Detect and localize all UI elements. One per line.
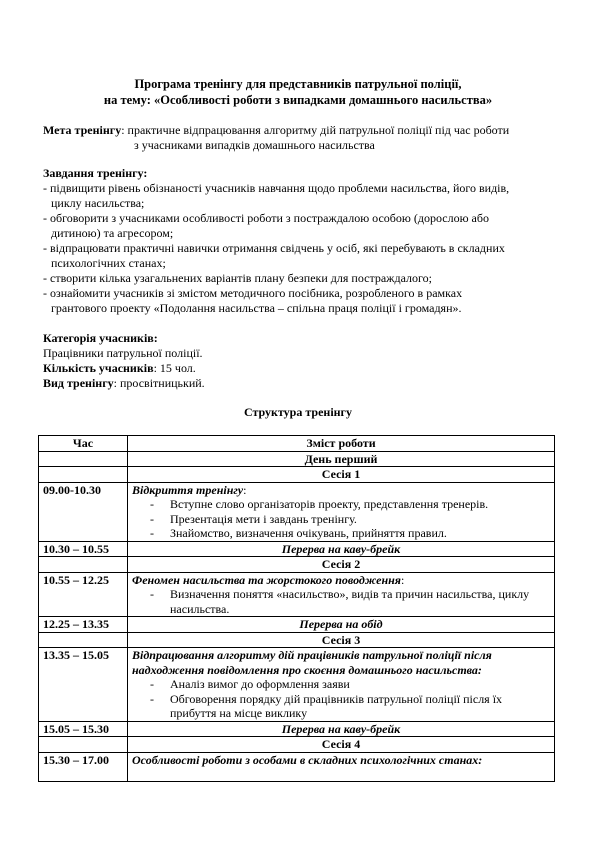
table-row: [39, 467, 555, 483]
goal-text-1: : практичне відпрацювання алгоритму дій патрульної поліції під час роботи: [121, 123, 510, 137]
document-title: [40, 76, 556, 108]
schedule-table: [38, 435, 555, 782]
content-cell: [128, 482, 555, 541]
table-row: [39, 737, 555, 753]
content-cell: [128, 648, 555, 722]
time-cell: 15.05 – 15.30: [39, 721, 128, 737]
activity-list: [132, 497, 550, 541]
activity-title: Відпрацювання алгоритму дій працівників патрульної поліції після надходження повідомлення про скоєння домашнього насильства:: [132, 648, 492, 677]
table-row: [39, 541, 555, 557]
table-row: [39, 617, 555, 633]
empty-cell: [39, 467, 128, 483]
break-label: Перерва на обід: [128, 617, 555, 633]
type-label: Вид тренінгу: [43, 376, 114, 390]
list-item: - Обговорення порядку дій працівників патрульної поліції після їх прибуття на місце виклику: [150, 692, 550, 721]
list-item: - Визначення поняття «насильство», видів та причин насильства, циклу насильства.: [150, 587, 550, 616]
time-cell: 10.55 – 12.25: [39, 572, 128, 617]
table-row: [39, 721, 555, 737]
empty-cell: [39, 451, 128, 467]
time-cell: 12.25 – 13.35: [39, 617, 128, 633]
task-text: - ознайомити учасників зі змістом методичного посібника, розробленого в рамках: [43, 286, 463, 300]
empty-cell: [39, 557, 128, 573]
list-item: - Презентація мети і завдань тренінгу.: [150, 512, 550, 527]
content-cell: [128, 752, 555, 781]
table-row: [39, 482, 555, 541]
tasks-list: [43, 181, 555, 316]
task-item: [43, 271, 555, 286]
task-text: - створити кілька узагальнених варіантів плану безпеки для постраждалого;: [43, 271, 432, 285]
task-item: [43, 211, 555, 241]
list-item: - Вступне слово організаторів проекту, представлення тренерів.: [150, 497, 550, 512]
table-row: [39, 648, 555, 722]
activity-title: Особливості роботи з особами в складних психологічних станах:: [132, 752, 483, 767]
time-cell: 13.35 – 15.05: [39, 648, 128, 722]
category-value: Працівники патрульної поліції.: [43, 346, 203, 360]
table-header-row: [39, 436, 555, 452]
participants-section: [43, 331, 555, 391]
list-item: - Знайомство, визначення очікувань, прийняття правил.: [150, 526, 550, 541]
structure-title: Структура тренінгу: [243, 405, 353, 419]
task-item: [43, 241, 555, 271]
task-text: - відпрацювати практичні навички отримання свідчень у осіб, які перебувають в складних: [43, 241, 505, 255]
goal-text-2: з учасниками випадків домашнього насильства: [134, 138, 375, 152]
activity-title: Феномен насильства та жорстокого поводження: [132, 572, 401, 587]
task-item: [43, 286, 555, 316]
task-text: - обговорити з учасниками особливості роботи з постраждалою особою (дорослою або: [43, 211, 489, 225]
task-text-cont: дитиною) та агресором;: [51, 226, 174, 240]
time-cell: 09.00-10.30: [39, 482, 128, 541]
empty-cell: [39, 632, 128, 648]
task-text-cont: психологічних станах;: [51, 256, 166, 270]
activity-list: [132, 587, 550, 616]
session-label: Сесія 1: [128, 467, 555, 483]
goal-label: Мета тренінгу: [43, 123, 122, 137]
break-label: Перерва на каву-брейк: [128, 721, 555, 737]
activity-title: Відкриття тренінгу: [132, 482, 244, 497]
task-text-cont: циклу насильства;: [51, 196, 145, 210]
table-row: [39, 572, 555, 617]
day-label: День перший: [128, 451, 555, 467]
count-value: : 15 чол.: [153, 361, 196, 375]
title-line-1: Програма тренінгу для представників патрульної поліції,: [134, 77, 462, 91]
task-text-cont: грантового проекту «Подолання насильства – спільна праця поліції і громадян».: [51, 301, 462, 315]
task-item: [43, 181, 555, 211]
colon: :: [243, 482, 247, 497]
break-label: Перерва на каву-брейк: [128, 541, 555, 557]
colon: :: [400, 572, 405, 587]
session-label: Сесія 4: [128, 737, 555, 753]
type-value: : просвітницький.: [113, 376, 205, 390]
count-label: Кількість учасників: [43, 361, 154, 375]
title-line-2: на тему: «Особливості роботи з випадками домашнього насильства»: [103, 93, 493, 107]
table-row: [39, 632, 555, 648]
goal-section: [43, 123, 555, 153]
tasks-heading: Завдання тренінгу:: [43, 166, 148, 180]
tasks-section: [43, 166, 555, 316]
table-row: [39, 451, 555, 467]
table-row: [39, 752, 555, 781]
empty-cell: [39, 737, 128, 753]
activity-list: [132, 677, 550, 721]
list-item: - Аналіз вимог до оформлення заяви: [150, 677, 550, 692]
time-cell: 10.30 – 10.55: [39, 541, 128, 557]
session-label: Сесія 2: [128, 557, 555, 573]
col-content-header: Зміст роботи: [128, 436, 555, 452]
time-cell: 15.30 – 17.00: [39, 752, 128, 781]
task-text: - підвищити рівень обізнаності учасників навчання щодо проблеми насильства, його видів,: [43, 181, 510, 195]
content-cell: [128, 572, 555, 617]
table-row: [39, 557, 555, 573]
col-time-header: Час: [39, 436, 128, 452]
category-label: Категорія учасників:: [43, 331, 158, 345]
session-label: Сесія 3: [128, 632, 555, 648]
